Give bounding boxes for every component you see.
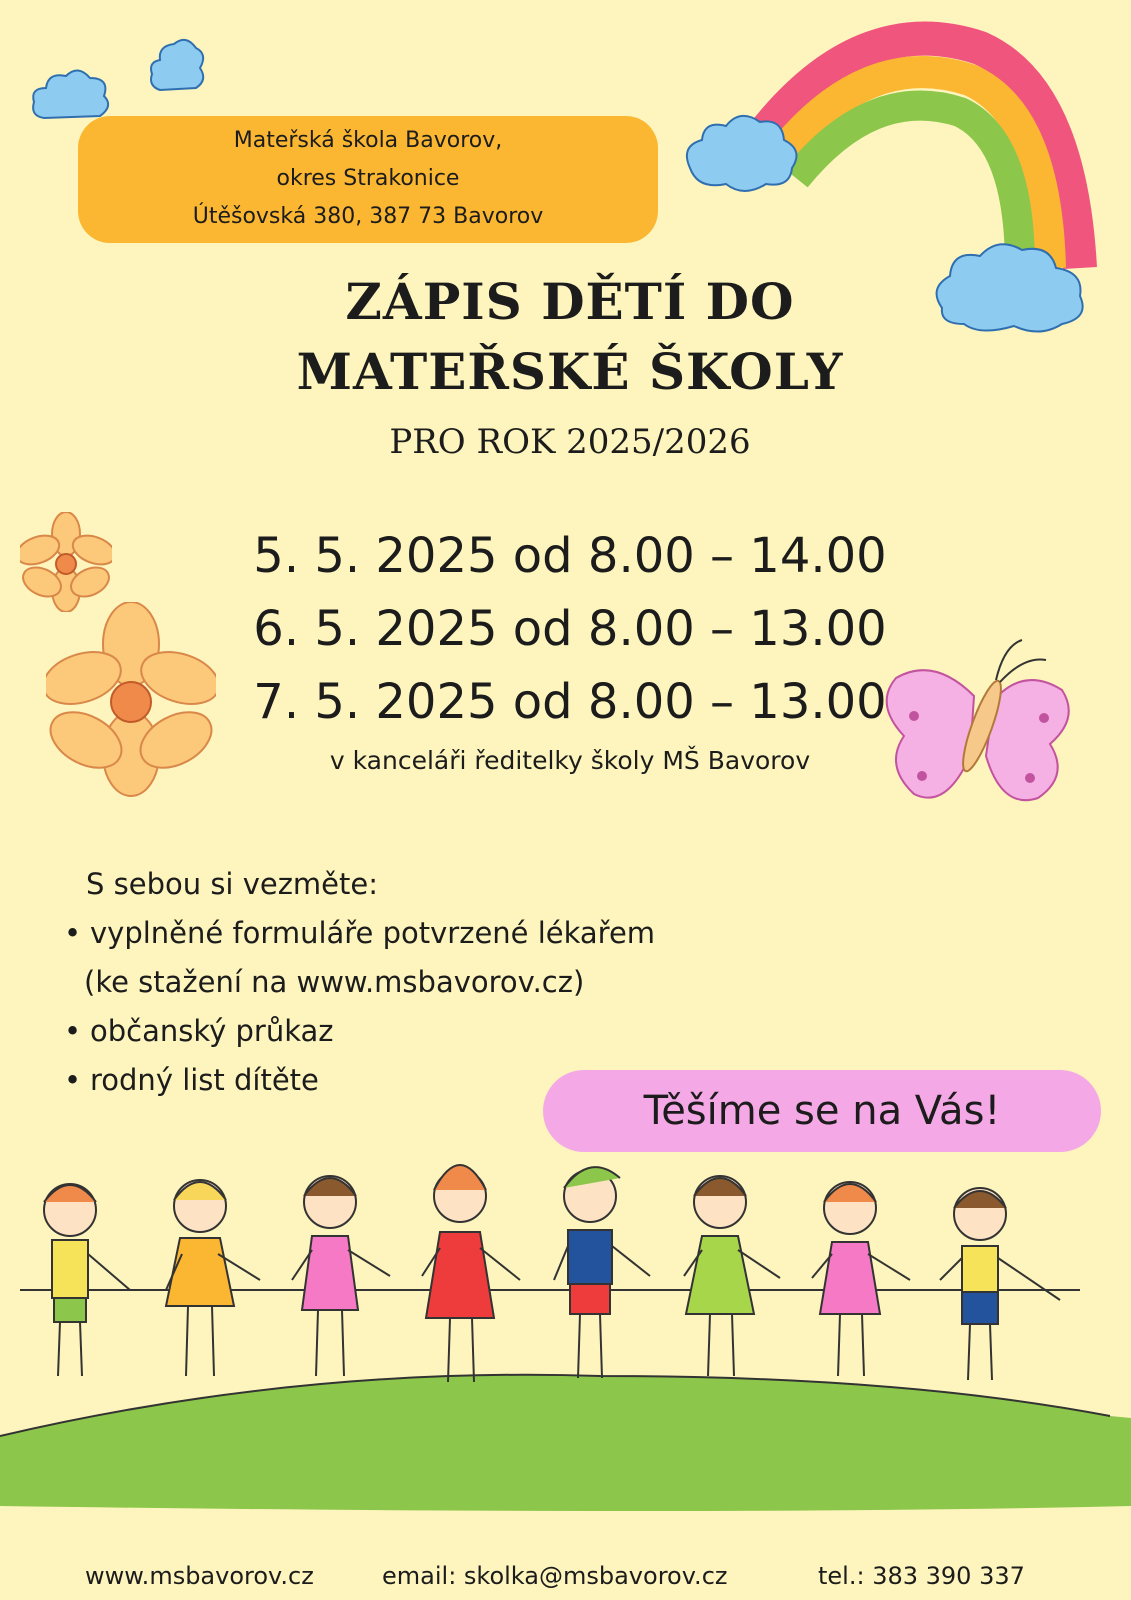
bullet: • [64, 1063, 82, 1097]
footer-email: email: skolka@msbavorov.cz [382, 1562, 728, 1590]
address-line-2: okres Strakonice [276, 166, 460, 191]
bring-list [64, 860, 655, 1105]
flower-icon [20, 512, 112, 612]
page-title: ZÁPIS DĚTÍ DO [345, 272, 795, 331]
date-row: 6. 5. 2025 od 8.00 – 13.00 [253, 601, 887, 657]
office-location: v kanceláři ředitelky školy MŠ Bavorov [329, 746, 811, 775]
dates-block [190, 520, 950, 739]
footer-website: www.msbavorov.cz [85, 1562, 314, 1590]
date-row: 7. 5. 2025 od 8.00 – 13.00 [253, 674, 887, 730]
children-illustration [20, 1130, 1110, 1400]
address-line-3: Útěšovská 380, 387 73 Bavorov [192, 204, 544, 229]
address-line-1: Mateřská škola Bavorov, [233, 128, 503, 153]
list-item-text: vyplněné formuláře potvrzené lékařem [90, 916, 656, 950]
list-item [64, 909, 655, 958]
list-item [64, 1007, 655, 1056]
bullet: • [64, 916, 82, 950]
date-row: 5. 5. 2025 od 8.00 – 14.00 [253, 528, 887, 584]
cloud-icon [146, 30, 210, 100]
page-subtitle: PRO ROK 2025/2026 [389, 422, 751, 462]
greeting-banner: Těšíme se na Vás! [543, 1070, 1101, 1152]
bring-heading: S sebou si vezměte: [86, 867, 379, 901]
bullet: • [64, 1014, 82, 1048]
address-box [78, 116, 658, 243]
page-title-line-2: MATEŘSKÉ ŠKOLY [296, 342, 844, 401]
list-item-text: rodný list dítěte [90, 1063, 319, 1097]
footer-phone: tel.: 383 390 337 [818, 1562, 1025, 1590]
list-item-text: občanský průkaz [90, 1014, 334, 1048]
list-item-continuation: (ke stažení na www.msbavorov.cz) [84, 965, 585, 999]
